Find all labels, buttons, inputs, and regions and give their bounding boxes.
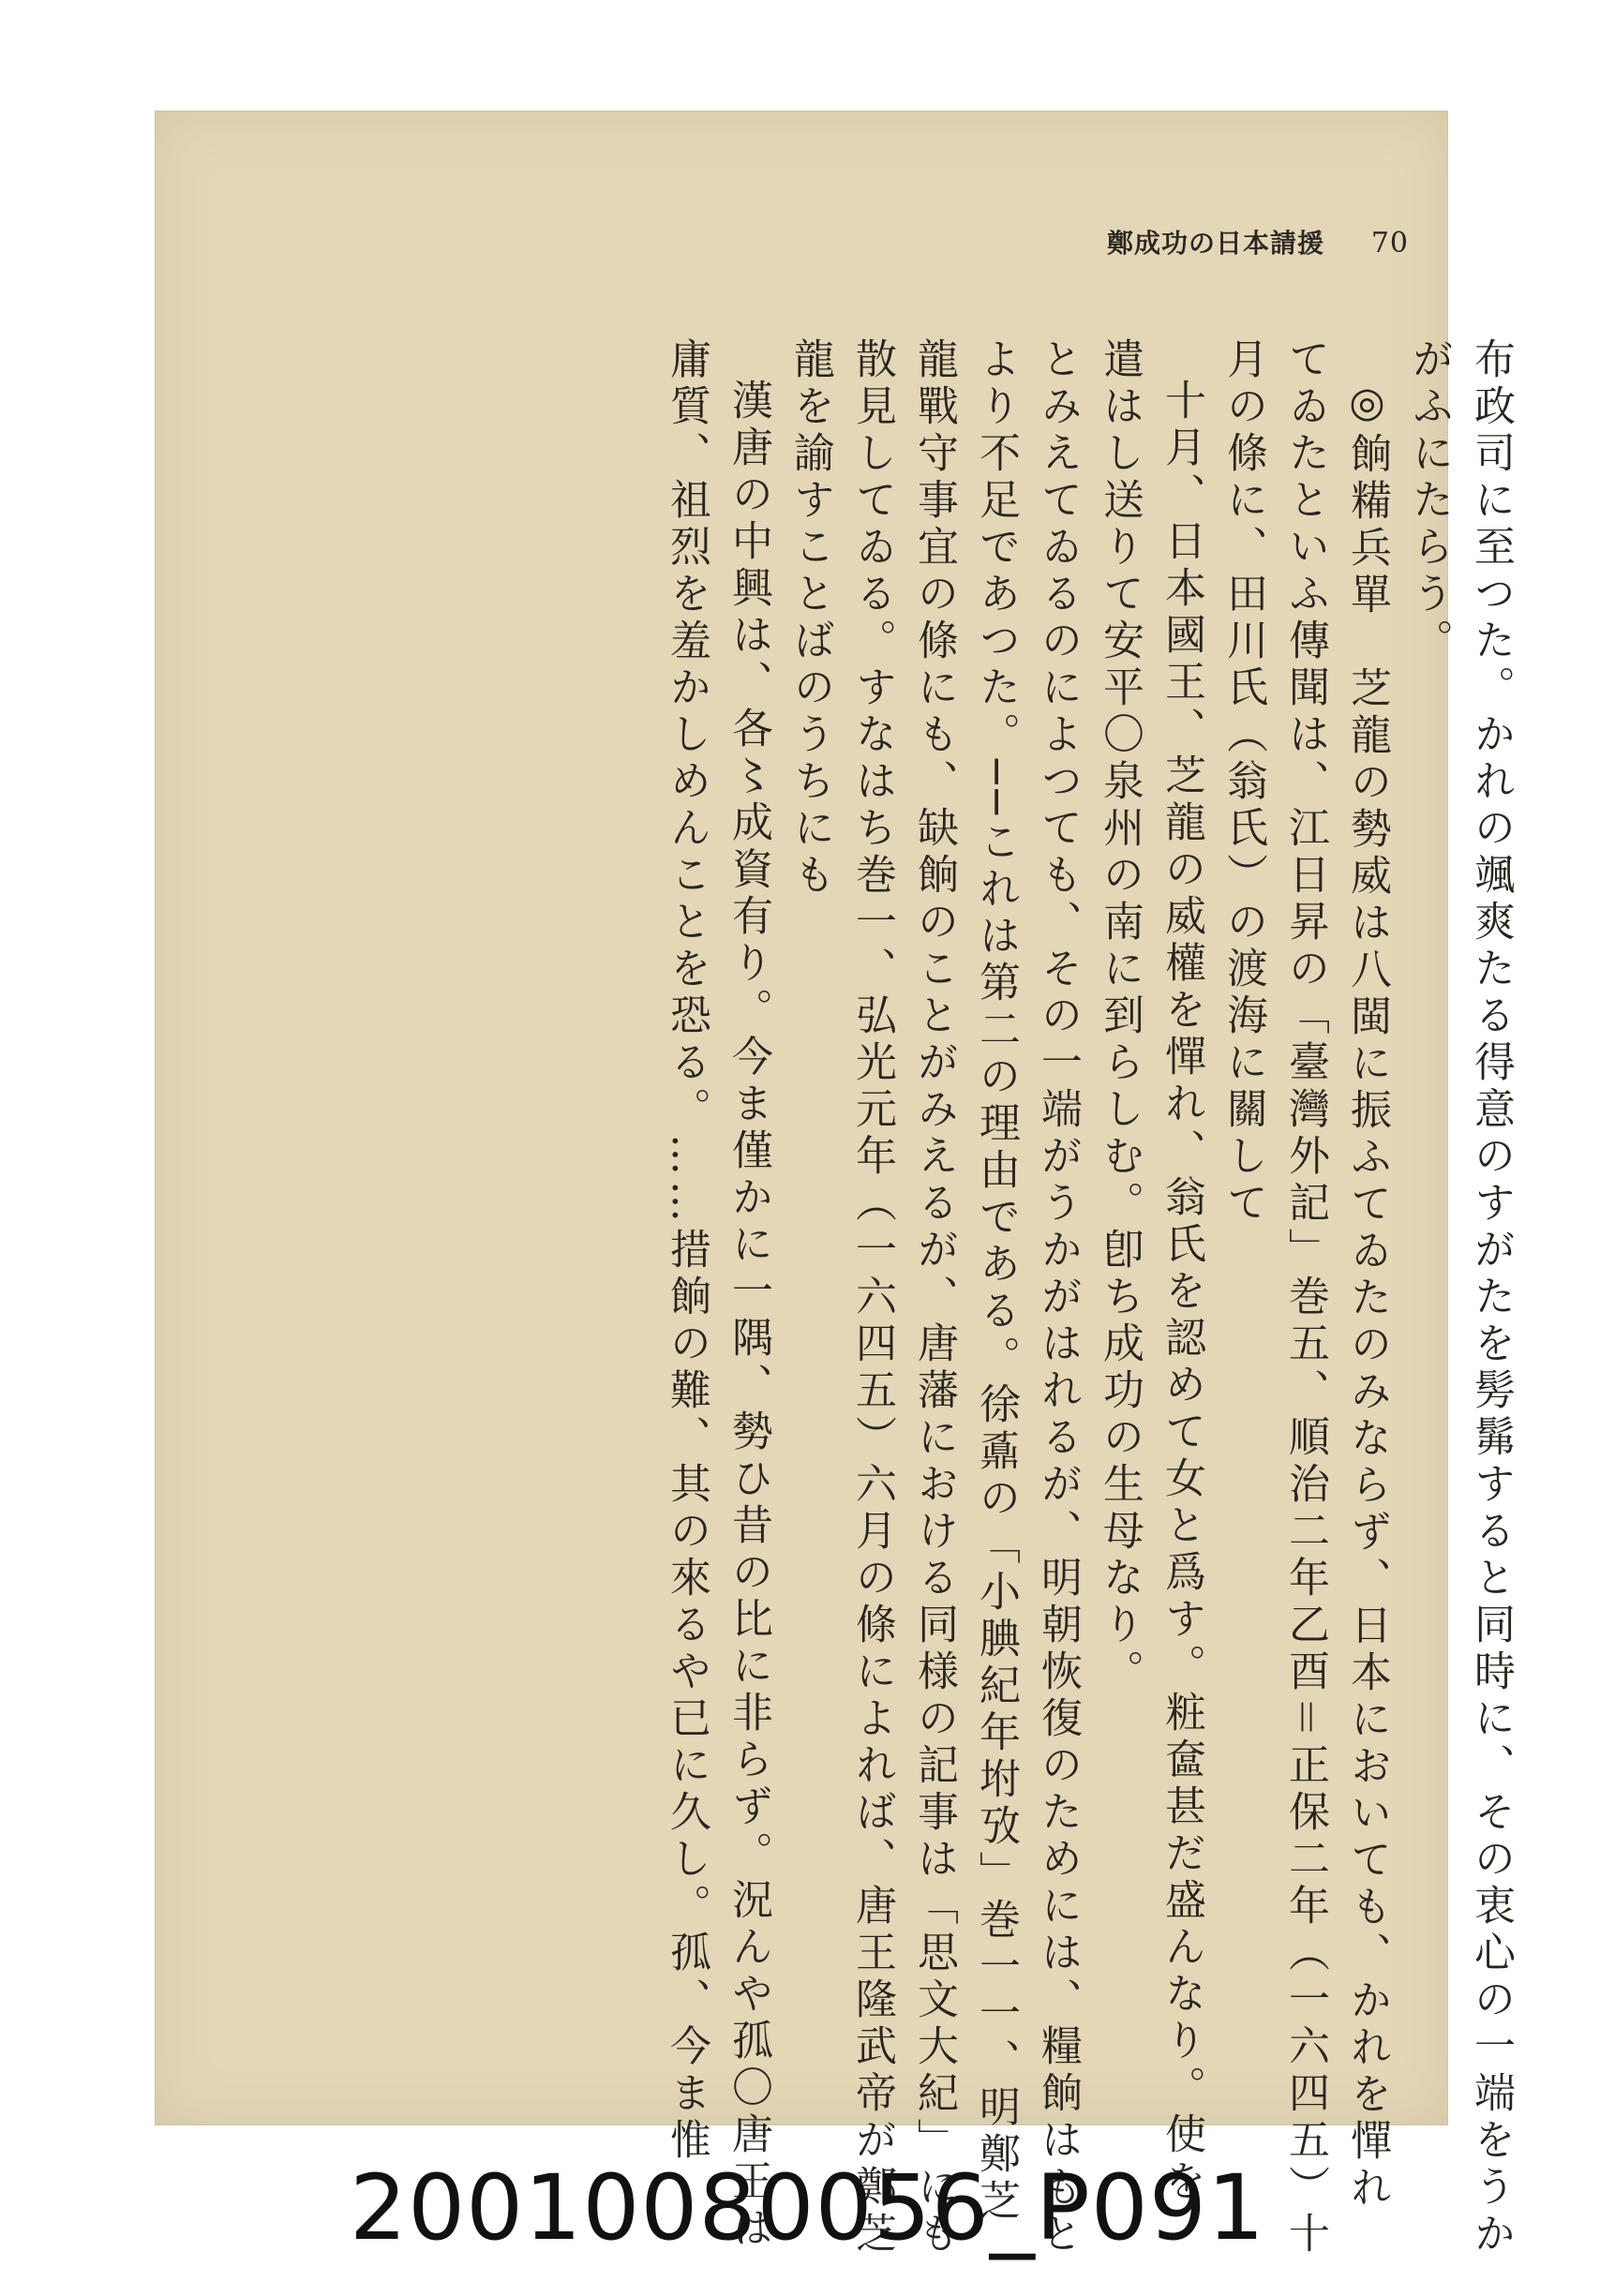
text-column: 漢唐の中興は、各〻成資有り。今ま僅かに一隅、勢ひ昔の比に非らず。況んや孤〇唐王は (725, 379, 772, 2253)
running-header: 鄭成功の日本請援 (1106, 228, 1324, 259)
text-column: とみえてゐるのによつても、その一端がうかがはれるが、明朝恢復のためには、糧餉はもと (1034, 337, 1082, 2259)
text-column: 十月、日本國王、芝龍の威權を憚れ、翁氏を認めて女と爲す。粧奩甚だ盛んなり。使を (1158, 379, 1205, 2206)
text-column: 龍を諭すことばのうちにも (786, 337, 834, 900)
text-column: 龍戰守事宜の條にも、缺餉のことがみえるが、唐藩における同様の記事は「思文大紀」にも (910, 337, 958, 2259)
text-column: がふにたらう。 (1405, 337, 1453, 665)
text-column: 遣はし送りて安平〇泉州の南に到らしむ。卽ち成功の生母なり。 (1096, 337, 1144, 1696)
text-column: 庸質、祖烈を羞かしめんことを恐る。……措餉の難、其の來るや已に久し。孤、今ま惟 (663, 337, 710, 2165)
text-column: てゐたといふ傳聞は、江日昇の「臺灣外記」巻五、順治二年乙酉＝正保二年（一六四五）十 (1281, 337, 1329, 2259)
text-column: より不足であつた。──これは第二の理由である。徐鼒の「小腆紀年坿攷」巻一一、明鄭芝 (972, 337, 1020, 2226)
text-column: ◎餉糒兵單 芝龍の勢威は八閩に振ふてゐたのみならず、日本においても、かれを憚れ (1343, 379, 1391, 2213)
text-column: 月の條に、田川氏（翁氏）の渡海に關して (1219, 337, 1267, 1228)
text-column: 散見してゐる。すなはち巻一、弘光元年（一六四五）六月の條によれば、唐王隆武帝が鄭芝 (848, 337, 896, 2259)
page-number: 70 (1370, 227, 1409, 260)
image-id-caption: 20010080056_P091 (350, 2155, 1265, 2260)
text-column: 布政司に至つた。かれの颯爽たる得意のすがたを髣髴すると同時に、その衷心の一端をうか (1467, 337, 1515, 2259)
